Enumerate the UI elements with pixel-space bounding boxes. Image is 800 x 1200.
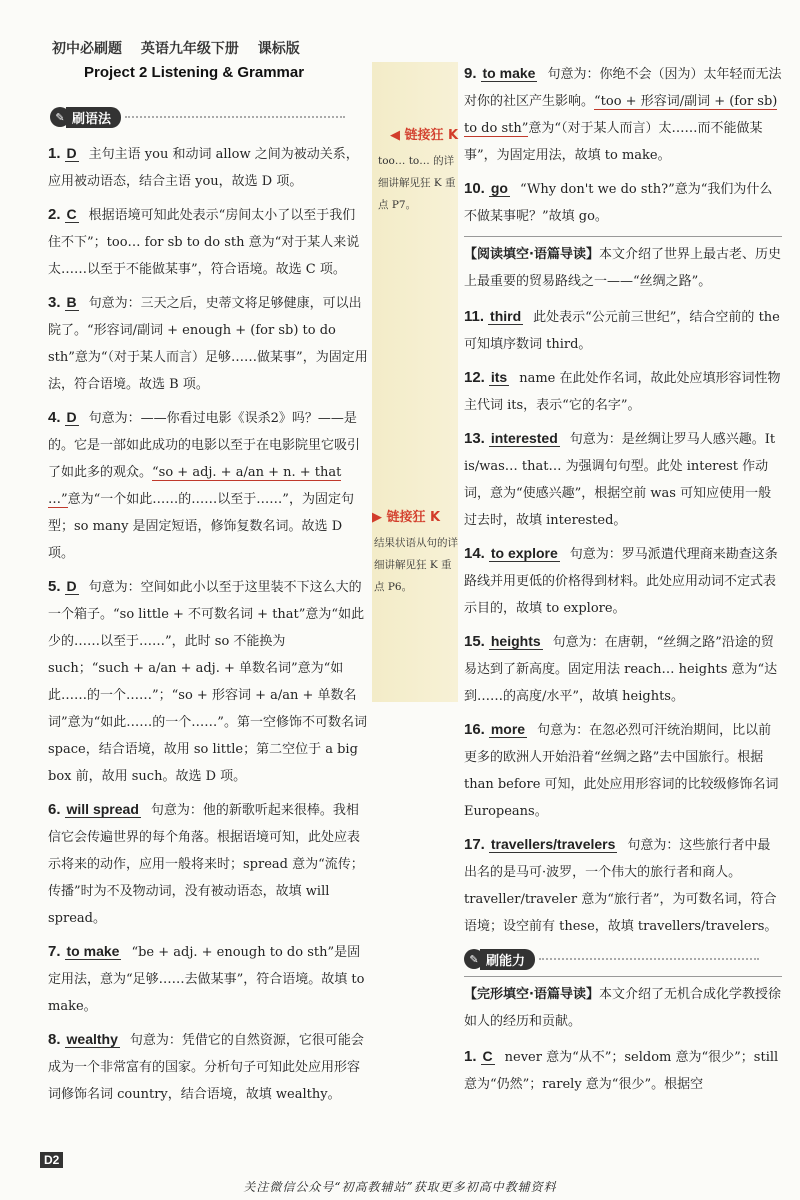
link-note-2: 结果状语从句的详细讲解见狂 K 重点 P6。 <box>374 537 458 593</box>
item-answer: B <box>66 294 77 310</box>
guide-text: 本文介绍了世界上最古老、历史上最重要的贸易路线之一——“丝绸之路”。 <box>464 247 781 289</box>
item-number: 6. <box>48 801 61 818</box>
item-answer: to explore <box>490 545 558 561</box>
item-explanation: 句意为：凭借它的自然资源，它很可能会成为一个非常富有的国家。分析句子可知此处应用形容词修饰名词 country，结合语境，故填 wealthy。 <box>48 1033 364 1102</box>
item-explanation: 句意为：你绝不会（因为）太年轻而无法对你的社区产生影响。 <box>464 67 782 109</box>
ability-section-badge <box>464 948 782 970</box>
answer-item <box>464 303 782 358</box>
item-explanation: 句意为：在唐朝，“丝绸之路”沿途的贸易达到了新高度。固定用法 reach… heights 意为“达到……的高度/水平”，故填 heights。 <box>464 635 778 704</box>
answer-item <box>464 60 782 169</box>
link-label-text: 链接狂 K <box>404 128 459 143</box>
item-explanation: name 在此处作名词，故此处应填形容词性物主代词 its，表示“它的名字”。 <box>464 371 781 413</box>
answer-item <box>464 175 782 230</box>
page-number: D2 <box>40 1152 63 1168</box>
item-answer: D <box>66 409 77 425</box>
item-answer: more <box>490 721 526 737</box>
grammar-badge-label: 刷语法 <box>66 107 121 128</box>
item-answer: go <box>490 180 508 196</box>
item-answer: its <box>490 369 508 385</box>
item-explanation: 句意为：是丝绸让罗马人感兴趣。It is/was… that… 为强调句句型。此处 interest 作动词，意为“使感兴趣”，根据空前 was 可知应使用一般过去时，故填 interested。 <box>464 432 776 528</box>
item-answer: D <box>66 145 77 161</box>
answer-item <box>48 404 368 567</box>
item-answer: C <box>66 206 77 222</box>
answer-item <box>48 289 368 398</box>
ability-badge-label: 刷能力 <box>480 949 535 970</box>
answer-item <box>464 628 782 710</box>
item-number: 5. <box>48 578 61 595</box>
page-title: Project 2 Listening & Grammar <box>84 64 305 81</box>
item-explanation: 句意为：——你看过电影《误杀2》吗？——是的。它是一部如此成功的电影以至于在电影院里它吸引了如此多的观众。 <box>48 411 361 480</box>
divider <box>125 116 345 118</box>
page-footer: 关注微信公众号“初高教辅站”获取更多初高中教辅资料 <box>243 1180 557 1194</box>
item-number: 3. <box>48 294 61 311</box>
grammar-section-badge <box>50 106 370 128</box>
item-explanation: 句意为：在忽必烈可汗统治期间，比以前更多的欧洲人开始沿着“丝绸之路”去中国旅行。根据 than before 可知，此处应用形容词的比较级修饰名词 Europeans。 <box>464 723 779 819</box>
answer-item <box>464 716 782 825</box>
answer-item <box>48 1026 368 1108</box>
item-answer: heights <box>490 633 541 649</box>
page-header <box>52 38 314 58</box>
item-explanation: 句意为：空间如此小以至于这里装不下这么大的一个箱子。“so little + 不可数名词 + that”意为“如此少的……以至于……”，此时 so 不能换为 such；“such + a/an + adj. + 单数名词”意为“如此……的一个……”；“so + 形容词 + a/an + 单数名词”意为“如此……的一个……”。第一空修饰不可数名词 space，结合语境，故用 so little；第二空位于 a big box 前，故用 such。故选 D 项。 <box>48 580 367 784</box>
link-note-1: too… to… 的详细讲解见狂 K 重点 P7。 <box>378 155 456 211</box>
answer-item <box>464 425 782 534</box>
item-number: 17. <box>464 836 485 853</box>
answer-item <box>48 796 368 932</box>
answer-item <box>464 364 782 419</box>
item-number: 2. <box>48 206 61 223</box>
item-number: 10. <box>464 180 485 197</box>
edition-name: 课标版 <box>257 41 300 57</box>
item-number: 4. <box>48 409 61 426</box>
guide-label: 【完形填空·语篇导读】 <box>464 987 599 1002</box>
left-column <box>48 140 368 1114</box>
item-explanation-cont: 意为“一个如此……的……以至于……”，为固定句型；so many 是固定短语，修饰复数名词。故选 D 项。 <box>48 492 354 561</box>
series-name: 初中必刷题 <box>52 41 122 57</box>
item-number: 9. <box>464 65 477 82</box>
arrow-icon: ▶ <box>372 510 382 525</box>
item-number: 7. <box>48 943 61 960</box>
item-answer: C <box>482 1048 493 1064</box>
item-explanation: 句意为：他的新歌听起来很棒。我相信它会传遍世界的每个角落。根据语境可知，此处应表示将来的动作，应用一般将来时；spread 意为“流传；传播”时为不及物动词，没有被动语态，故填 will spread。 <box>48 803 364 926</box>
answer-item <box>464 1043 782 1098</box>
subject-name: 英语九年级下册 <box>140 41 239 57</box>
pencil-icon: ✎ <box>50 107 70 127</box>
answer-item <box>464 831 782 940</box>
answer-item <box>48 140 368 195</box>
item-explanation: 句意为：这些旅行者中最出名的是马可·波罗，一个伟大的旅行者和商人。traveller/traveler 意为“旅行者”，为可数名词，符合语境；设空前有 these，故填 travellers/travelers。 <box>464 838 778 934</box>
link-label-2 <box>372 506 440 525</box>
item-answer: will spread <box>66 801 139 817</box>
item-number: 15. <box>464 633 485 650</box>
item-number: 16. <box>464 721 485 738</box>
link-label-1 <box>390 124 458 143</box>
divider <box>539 958 759 960</box>
answer-item <box>48 201 368 283</box>
guide-label: 【阅读填空·语篇导读】 <box>464 247 599 262</box>
item-explanation: 句意为：罗马派遣代理商来勘查这条路线并用更低的价格得到材料。此处应用动词不定式表示目的，故填 to explore。 <box>464 547 778 616</box>
item-explanation: 主句主语 you 和动词 allow 之间为被动关系，应用被动语态，结合主语 you，故选 D 项。 <box>48 147 359 189</box>
item-explanation-cont: 意为“（对于某人而言）太……而不能做某事”，为固定用法，故填 to make。 <box>464 121 763 163</box>
cloze-guide <box>464 976 782 1035</box>
guide-text: 本文介绍了无机合成化学教授徐如人的经历和贡献。 <box>464 987 781 1029</box>
item-number: 13. <box>464 430 485 447</box>
item-number: 11. <box>464 308 485 325</box>
item-answer: wealthy <box>66 1031 118 1047</box>
answer-item <box>48 938 368 1020</box>
link-label-text: 链接狂 K <box>386 510 441 525</box>
arrow-icon: ◀ <box>390 128 400 143</box>
item-answer: third <box>490 308 522 324</box>
item-explanation: “Why don't we do sth?”意为“我们为什么不做某事呢？”故填 go。 <box>464 182 773 224</box>
pencil-icon: ✎ <box>464 949 484 969</box>
item-explanation: 根据语境可知此处表示“房间太小了以至于我们住不下”；too… for sb to do sth 意为“对于某人来说太……以至于不能做某事”，符合语境。故选 C 项。 <box>48 208 360 277</box>
answer-item <box>464 540 782 622</box>
item-number: 1. <box>464 1048 477 1065</box>
reading-guide <box>464 236 782 295</box>
item-explanation: 句意为：三天之后，史蒂文将足够健康，可以出院了。“形容词/副词 + enough + (for sb) to do sth”意为“（对于某人而言）足够……做某事”，为固定用法，符合语境。故选 B 项。 <box>48 296 368 392</box>
underlined-phrase: “so + adj. + a/an + n. + that …” <box>48 465 342 507</box>
item-explanation: 此处表示“公元前三世纪”，结合空前的 the 可知填序数词 third。 <box>464 310 780 352</box>
item-answer: interested <box>490 430 558 446</box>
answer-item <box>48 573 368 790</box>
item-number: 1. <box>48 145 61 162</box>
underlined-phrase: “too + 形容词/副词 + (for sb) to do sth” <box>464 94 778 136</box>
item-number: 8. <box>48 1031 61 1048</box>
item-answer: D <box>66 578 77 594</box>
item-answer: to make <box>66 943 120 959</box>
item-number: 14. <box>464 545 485 562</box>
right-column <box>464 60 782 1104</box>
item-explanation: “be + adj. + enough to do sth”是固定用法，意为“足够……去做某事”，符合语境。故填 to make。 <box>48 945 365 1014</box>
item-number: 12. <box>464 369 485 386</box>
item-explanation: never 意为“从不”；seldom 意为“很少”；still 意为“仍然”；rarely 意为“很少”。根据空 <box>464 1050 779 1092</box>
item-answer: travellers/travelers <box>490 836 616 852</box>
item-answer: to make <box>482 65 536 81</box>
